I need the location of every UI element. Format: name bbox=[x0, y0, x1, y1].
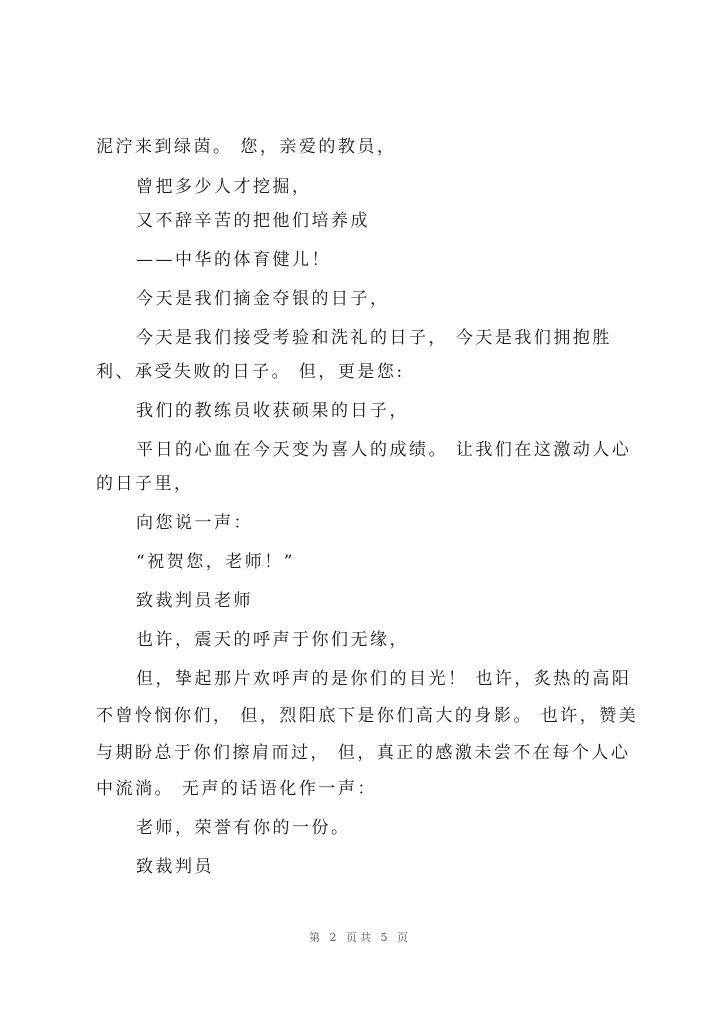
text-line: 致裁判员老师 bbox=[136, 591, 253, 611]
text-line: 但，挚起那片欢呼声的是你们的目光！ 也许，炙热的高阳 bbox=[136, 669, 632, 689]
text-line: 又不辞辛苦的把他们培养成 bbox=[136, 211, 370, 231]
text-line: 不曾怜悯你们， 但，烈阳底下是你们高大的身影。 也许，赞美 bbox=[96, 706, 639, 726]
text-line: 向您说一声： bbox=[136, 513, 253, 533]
text-line: ——中华的体育健儿！ bbox=[136, 250, 331, 270]
text-line: 的日子里， bbox=[96, 474, 194, 494]
text-line: 与期盼总于你们擦肩而过， 但，真正的感激未尝不在每个人心 bbox=[96, 743, 631, 763]
text-line: 今天是我们摘金夺银的日子， bbox=[136, 289, 390, 309]
page-number-footer: 第 2 页共 5 页 bbox=[309, 931, 411, 944]
text-line: 泥泞来到绿茵。 您，亲爱的教员， bbox=[96, 137, 397, 157]
text-line: 也许，震天的呼声于你们无缘， bbox=[136, 630, 409, 650]
text-line: 曾把多少人才挖掘， bbox=[136, 177, 312, 197]
text-line: 平日的心血在今天变为喜人的成绩。 让我们在这激动人心 bbox=[136, 440, 632, 460]
text-line: 利、承受失败的日子。 但，更是您: bbox=[96, 362, 405, 382]
text-line: 今天是我们接受考验和洗礼的日子， 今天是我们拥抱胜 bbox=[136, 328, 612, 348]
text-line: “祝贺您，老师！” bbox=[136, 552, 295, 572]
text-line: 致裁判员 bbox=[136, 857, 214, 877]
text-line: 老师，荣誉有你的一份。 bbox=[136, 818, 351, 838]
text-line: 中流淌。 无声的话语化作一声： bbox=[96, 779, 377, 799]
text-line: 我们的教练员收获硕果的日子， bbox=[136, 401, 409, 421]
